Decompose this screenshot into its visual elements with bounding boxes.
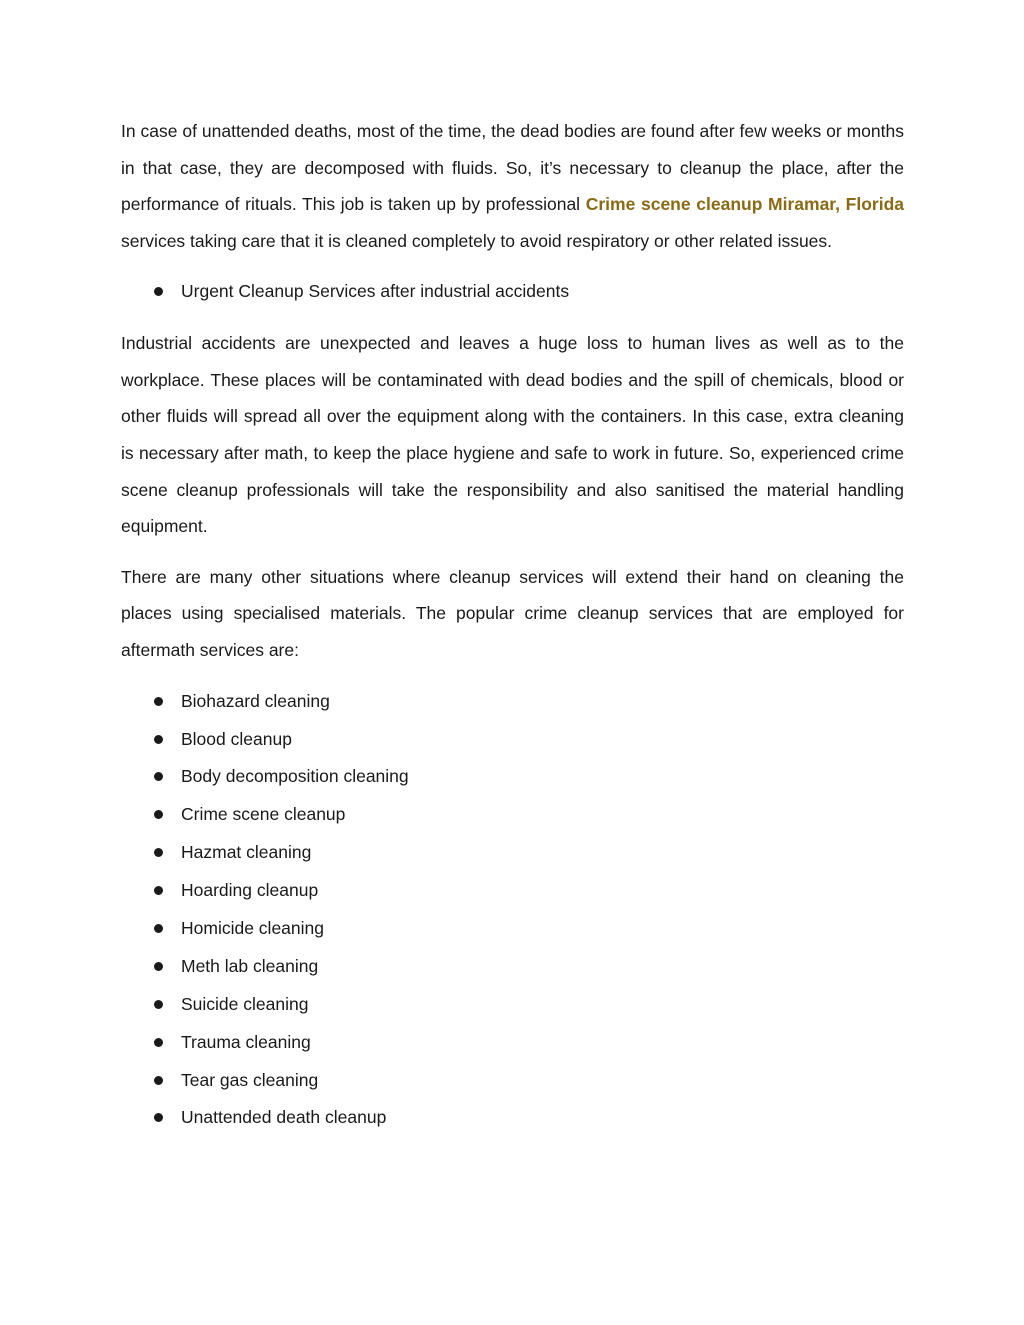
crime-scene-cleanup-link[interactable]: Crime scene cleanup Miramar, Florida <box>585 194 905 215</box>
service-list-item <box>121 683 904 721</box>
service-label: Hazmat cleaning <box>181 842 312 863</box>
industrial-accidents-paragraph: Industrial accidents are unexpected and leaves a huge loss to human lives as well as to the workplace. These places will be contaminated with dead bodies and the spill of chemicals, blood or other fluids will spread all over the equipment along with the containers. In this case, extra cleaning is necessary after math, to keep the place hygiene and safe to work in future. So, experienced crime scene cleanup professionals will take the responsibility and also sanitised the material handling equipment. <box>121 333 904 537</box>
bullet-icon <box>154 1113 163 1122</box>
bullet-icon <box>154 962 163 971</box>
section-heading-label: Urgent Cleanup Services after industrial accidents <box>181 281 570 302</box>
bullet-icon <box>154 697 163 706</box>
service-list-item <box>121 1024 904 1062</box>
intro-paragraph <box>121 113 904 259</box>
other-situations-paragraph: There are many other situations where cleanup services will extend their hand on cleaning the places using specialised materials. The popular crime cleanup services that are employed for aftermath services are: <box>121 566 904 661</box>
service-label: Trauma cleaning <box>181 1031 311 1052</box>
service-label: Crime scene cleanup <box>181 804 346 825</box>
service-list-item <box>121 1062 904 1100</box>
bullet-icon <box>154 1076 163 1085</box>
service-list-item <box>121 872 904 910</box>
intro-text-before: In case of unattended deaths, most of the time, the dead bodies are found after few weeks or months in that case, they are decomposed with fluids. So, it’s necessary to cleanup the place, after the performance of rituals. This job is taken up by professional <box>121 121 904 215</box>
service-list-item <box>121 721 904 759</box>
bullet-icon <box>154 735 163 744</box>
service-label: Homicide cleaning <box>181 917 324 938</box>
bullet-icon <box>154 772 163 781</box>
service-label: Suicide cleaning <box>181 993 309 1014</box>
service-list-item <box>121 948 904 986</box>
section-heading-item <box>121 273 904 311</box>
service-label: Blood cleanup <box>181 728 292 749</box>
service-list-item <box>121 758 904 796</box>
service-list-item <box>121 796 904 834</box>
service-label: Tear gas cleaning <box>181 1069 319 1090</box>
intro-text-after: services taking care that it is cleaned completely to avoid respiratory or other related issues. <box>121 230 833 251</box>
bullet-icon <box>154 287 163 296</box>
service-list-item <box>121 986 904 1024</box>
services-list <box>121 683 904 1138</box>
bullet-icon <box>154 848 163 857</box>
service-label: Meth lab cleaning <box>181 955 319 976</box>
service-label: Hoarding cleanup <box>181 880 319 901</box>
document-page <box>121 113 904 1137</box>
service-list-item <box>121 910 904 948</box>
service-list-item <box>121 1099 904 1137</box>
bullet-icon <box>154 1038 163 1047</box>
service-label: Body decomposition cleaning <box>181 766 409 787</box>
bullet-icon <box>154 810 163 819</box>
bullet-icon <box>154 886 163 895</box>
bullet-icon <box>154 924 163 933</box>
service-list-item <box>121 834 904 872</box>
section-heading-list <box>121 273 904 311</box>
service-label: Unattended death cleanup <box>181 1107 387 1128</box>
service-label: Biohazard cleaning <box>181 690 330 711</box>
bullet-icon <box>154 1000 163 1009</box>
